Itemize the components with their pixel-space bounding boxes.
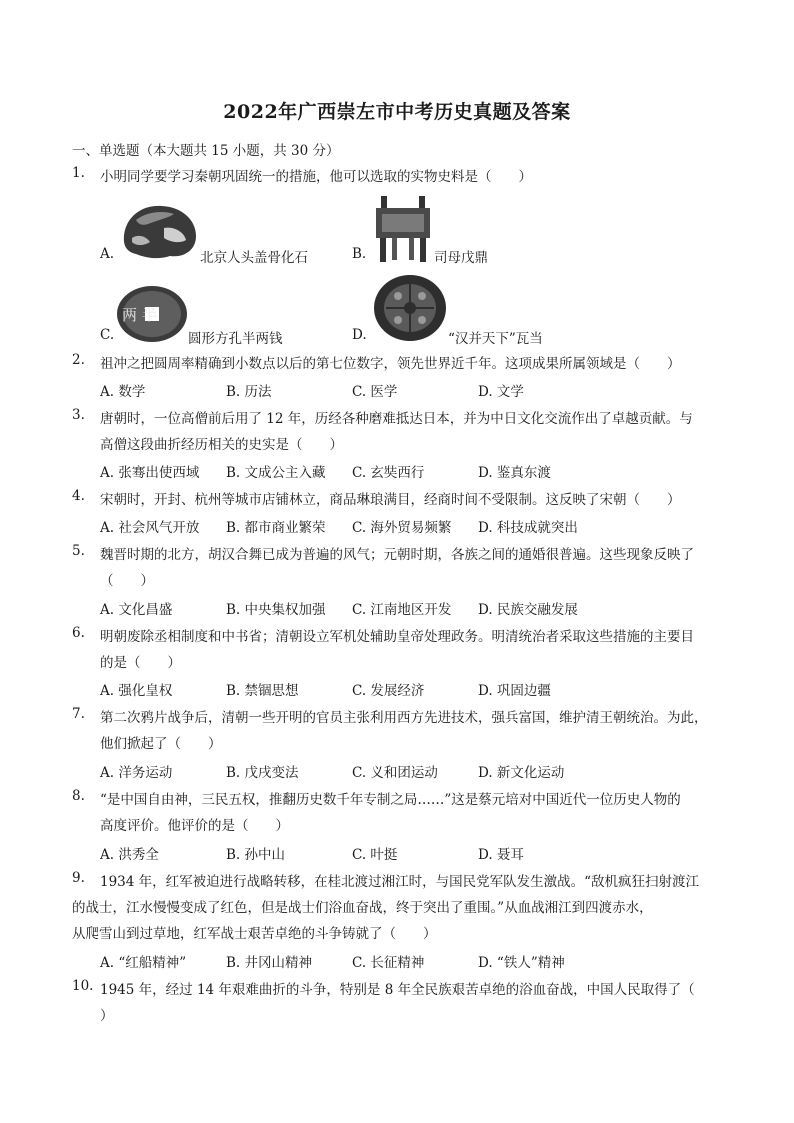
option-a: A. 数学 (100, 384, 146, 400)
question-number: 10. (72, 978, 94, 994)
option-c: C. 江南地区开发 (352, 602, 452, 618)
option-d: D. 巩固边疆 (478, 683, 551, 699)
option-b: B. 戊戌变法 (226, 765, 299, 781)
option-c: C. 长征精神 (352, 955, 425, 971)
question-stem: 小明同学要学习秦朝巩固统一的措施，他可以选取的实物史料是（ ） (100, 169, 532, 185)
option-text: 司母戊鼎 (434, 250, 488, 266)
section-heading: 一、单选题（本大题共 15 小题，共 30 分） (72, 143, 340, 159)
option-b: B. 历法 (226, 384, 272, 400)
option-letter: C. (100, 327, 115, 343)
option-c: C. 医学 (352, 384, 398, 400)
question-number: 9. (72, 870, 85, 886)
question-stem: 魏晋时期的北方，胡汉合舞已成为普遍的风气；元朝时期，各族之间的通婚很普遍。这些现象反映了 (100, 547, 694, 563)
option-c: C. 玄奘西行 (352, 465, 425, 481)
question-stem-cont: （ ） (100, 573, 154, 589)
question-number: 3. (72, 407, 85, 423)
option-a: A. 张骞出使西域 (100, 465, 200, 481)
question-number: 6. (72, 625, 85, 641)
question-stem-cont: 高度评价。他评价的是（ ） (100, 818, 289, 834)
question-number: 7. (72, 706, 85, 722)
coin-image (116, 284, 188, 344)
option-a: A. 强化皇权 (100, 683, 173, 699)
coin-inscription: 两 半 (122, 306, 157, 324)
question-stem: 唐朝时，一位高僧前后用了 12 年，历经各种磨难抵达日本，并为中日文化交流作出了卓越贡献。与 (100, 411, 693, 427)
question-stem-cont: ） (100, 1008, 114, 1024)
roof-tile-image (372, 272, 448, 344)
question-stem: 明朝废除丞相制度和中书省；清朝设立军机处辅助皇帝处理政务。明清统治者采取这些措施的主要目 (100, 629, 694, 645)
option-a: A. 社会风气开放 (100, 520, 200, 536)
option-b: B. 禁锢思想 (226, 683, 299, 699)
option-c: C. 海外贸易频繁 (352, 520, 452, 536)
skull-fossil-image (118, 198, 200, 264)
option-d: D. 科技成就突出 (478, 520, 578, 536)
question-stem-cont: 的战士，江水慢慢变成了红色，但是战士们浴血奋战，终于突出了重围。”从血战湘江到四渡赤水， (72, 900, 653, 916)
question-stem-cont: 高僧这段曲折经历相关的史实是（ ） (100, 437, 343, 453)
option-b: B. 中央集权加强 (226, 602, 326, 618)
option-text: 圆形方孔半两钱 (188, 331, 283, 347)
option-letter: B. (352, 246, 367, 262)
option-c: C. 义和团运动 (352, 765, 438, 781)
option-a: A. 文化昌盛 (100, 602, 173, 618)
question-stem: 第二次鸦片战争后，清朝一些开明的官员主张利用西方先进技术，强兵富国，维护清王朝统治。为此， (100, 710, 708, 726)
option-a: A. 洪秀全 (100, 847, 159, 863)
question-stem: 1945 年，经过 14 年艰难曲折的斗争，特别是 8 年全民族艰苦卓绝的浴血奋战，中国人民取得了（ (100, 982, 695, 998)
question-stem: 宋朝时，开封、杭州等城市店铺林立，商品琳琅满目，经商时间不受限制。这反映了宋朝（ ） (100, 492, 681, 508)
question-stem: 祖冲之把圆周率精确到小数点以后的第七位数字，领先世界近千年。这项成果所属领域是（ ） (100, 356, 681, 372)
option-d: D. 鉴真东渡 (478, 465, 551, 481)
option-c: C. 发展经济 (352, 683, 425, 699)
option-b: B. 孙中山 (226, 847, 286, 863)
page-title: 2022年广西崇左市中考历史真题及答案 (223, 101, 571, 123)
ding-vessel-image (372, 194, 434, 266)
question-stem-cont: 的是（ ） (100, 655, 181, 671)
option-text: 北京人头盖骨化石 (200, 250, 308, 266)
question-number: 1. (72, 165, 85, 181)
option-letter: D. (352, 327, 367, 343)
option-d: D. “铁人”精神 (478, 955, 565, 971)
option-d: D. 聂耳 (478, 847, 524, 863)
option-d: D. 新文化运动 (478, 765, 565, 781)
option-a: A. “红船精神” (100, 955, 187, 971)
question-stem-cont: 从爬雪山到过草地，红军战士艰苦卓绝的斗争铸就了（ ） (72, 926, 437, 942)
option-b: B. 都市商业繁荣 (226, 520, 326, 536)
option-b: B. 文成公主入藏 (226, 465, 326, 481)
question-number: 8. (72, 788, 85, 804)
option-text: “汉并天下”瓦当 (448, 331, 543, 347)
question-number: 2. (72, 352, 85, 368)
question-stem-cont: 他们掀起了（ ） (100, 736, 222, 752)
question-number: 5. (72, 543, 85, 559)
question-stem: “是中国自由神，三民五权，推翻历史数千年专制之局……”这是蔡元培对中国近代一位历史人物的 (100, 792, 681, 808)
option-d: D. 文学 (478, 384, 524, 400)
option-d: D. 民族交融发展 (478, 602, 578, 618)
question-number: 4. (72, 488, 85, 504)
option-c: C. 叶挺 (352, 847, 398, 863)
option-b: B. 井冈山精神 (226, 955, 313, 971)
question-stem: 1934 年，红军被迫进行战略转移，在桂北渡过湘江时，与国民党军队发生激战。“敌机疯狂扫射渡江 (100, 874, 700, 890)
option-letter: A. (100, 246, 115, 262)
option-a: A. 洋务运动 (100, 765, 173, 781)
